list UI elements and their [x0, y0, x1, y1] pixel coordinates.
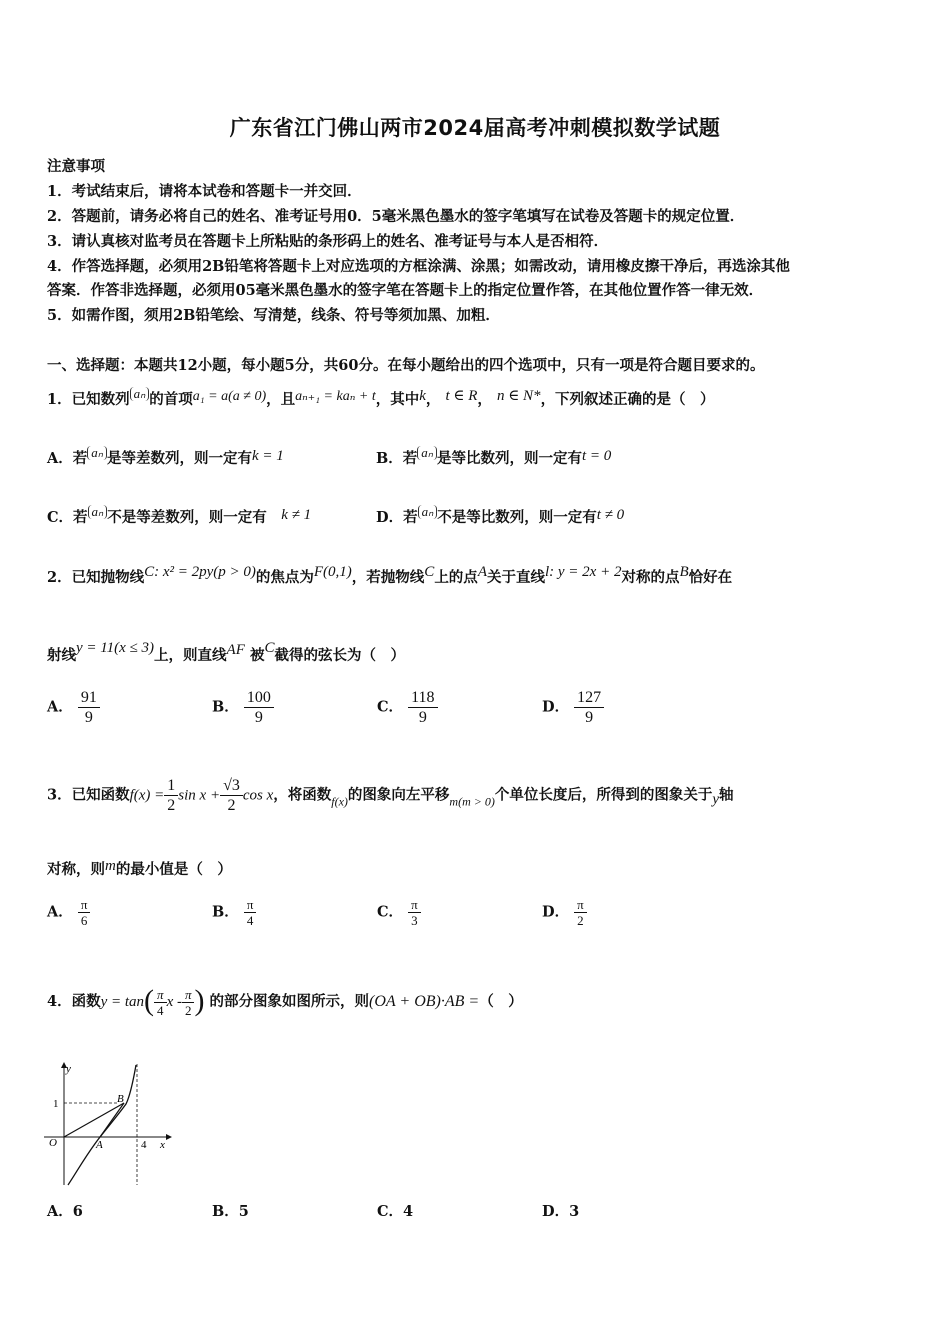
q2-math: l: y = 2x + 2 [544, 564, 622, 580]
q1-seq: aₙ [417, 446, 437, 460]
q4-fraction [154, 987, 167, 1018]
q4-math: x - [166, 994, 182, 1010]
option-math: k ≠ 1 [281, 507, 312, 523]
tan-graph [40, 1060, 180, 1190]
q2-text: 上的点 [434, 569, 478, 586]
option-text: 是等差数列，则一定有 [106, 450, 252, 467]
numerator: 100 [244, 688, 274, 708]
numerator: π [78, 897, 91, 913]
y-label: y [66, 1063, 71, 1075]
q1-seq: aₙ [418, 505, 438, 519]
option-label: A． [47, 698, 73, 716]
segment-ob [64, 1103, 124, 1137]
option-fraction [408, 688, 437, 727]
note-item: 4．作答选择题，必须用2B铅笔将答题卡上对应选项的方框涂满、涂黑；如需改动，请用橡皮擦干净后，再选涂其他 [47, 258, 790, 275]
q3-text: 对称，则 [47, 861, 105, 878]
option-fraction [244, 897, 257, 928]
q4-option-a[interactable]: A．6 [47, 1203, 83, 1220]
q3-text: 的图象向左平移 [347, 786, 450, 804]
denominator: 9 [254, 709, 263, 726]
q4-text: 的部分图象如图所示，则 [209, 993, 370, 1010]
left-paren: ( [144, 984, 155, 1017]
note-item: 答案．作答非选择题，必须用05毫米黑色墨水的签字笔在答题卡上的指定位置作答，在其他位置作答一律无效． [47, 282, 764, 299]
denominator: 2 [227, 797, 236, 814]
question-2-cont [47, 640, 405, 665]
q1-math: a₁ = a(a ≠ 0) [192, 389, 267, 404]
option-fraction [574, 897, 587, 928]
q2-math: y = 11(x ≤ 3) [76, 640, 155, 656]
q2-math: B [679, 564, 689, 580]
numerator: 1 [164, 776, 178, 796]
q2-option-a[interactable] [47, 688, 100, 727]
q2-text: 截得的弦长为（ ） [274, 647, 405, 664]
q2-text: ，若抛物线 [351, 569, 425, 586]
q3-text: 的最小值是（ ） [115, 861, 232, 878]
q2-math: AF [226, 642, 245, 658]
q1-seq: aₙ [87, 446, 107, 460]
q1-text: ，其中 [375, 391, 420, 408]
numerator: π [154, 987, 167, 1003]
q2-text: 的焦点为 [255, 569, 314, 586]
question-3-cont [47, 858, 232, 879]
q3-text: 个单位长度后，所得到的图象关于 [494, 786, 713, 804]
option-math: t = 0 [581, 448, 612, 464]
q1-text: ， [477, 391, 492, 408]
q2-option-b[interactable] [212, 688, 274, 727]
denominator: 4 [157, 1002, 164, 1018]
q2-text: 关于直线 [486, 569, 545, 586]
q1-math: aₙ₊₁ = kaₙ + t [295, 389, 376, 404]
option-text: 是等比数列，则一定有 [436, 450, 582, 467]
denominator: 4 [246, 913, 254, 928]
q3-math: f(x) [331, 794, 348, 809]
page-title: 广东省江门佛山两市2024届高考冲刺模拟数学试题 [229, 116, 721, 140]
point-b-label: B [117, 1093, 124, 1105]
q2-text: 2．已知抛物线 [47, 569, 145, 586]
denominator: 9 [84, 709, 93, 726]
q3-option-c[interactable] [377, 897, 421, 928]
q1-math: k [419, 388, 426, 404]
q4-option-b[interactable]: B．5 [212, 1203, 249, 1220]
notes-heading: 注意事项 [47, 158, 105, 175]
q2-text: 对称的点 [621, 569, 680, 586]
q3-option-d[interactable] [542, 897, 587, 928]
q4-option-d[interactable]: D．3 [542, 1203, 580, 1220]
x-axis-arrow [166, 1134, 172, 1140]
section-heading: 一、选择题：本题共12小题，每小题5分，共60分。在每小题给出的四个选项中，只有一项是符合题目要求的。 [47, 357, 765, 374]
q1-option-a[interactable] [47, 446, 284, 468]
option-fraction [78, 688, 100, 727]
numerator: π [244, 897, 257, 913]
option-label: A．若 [47, 450, 88, 467]
origin-label: O [49, 1137, 57, 1149]
q3-text: 3．已知函数 [47, 786, 130, 804]
denominator: 2 [577, 913, 584, 928]
q3-math: m(m > 0) [449, 794, 495, 809]
q1-text: ， [425, 391, 441, 408]
q2-math: C [264, 640, 275, 656]
q3-math: sin x + [178, 787, 221, 804]
numerator: √3 [220, 776, 243, 796]
q2-text: 被 [249, 647, 265, 664]
q2-math: F(0,1) [313, 564, 352, 580]
q1-option-d[interactable] [376, 505, 624, 527]
q3-option-b[interactable] [212, 897, 256, 928]
q1-seq: aₙ [88, 505, 108, 519]
q3-fraction [220, 776, 243, 815]
q2-text: 上，则直线 [154, 647, 227, 664]
numerator: 127 [574, 688, 604, 708]
right-paren: ) [194, 984, 205, 1017]
point-a-label: A [96, 1139, 103, 1151]
denominator: 6 [80, 913, 88, 928]
option-fraction [244, 688, 274, 727]
segment-ab [100, 1103, 124, 1137]
q3-text: 轴 [719, 786, 734, 804]
numerator: 91 [78, 688, 100, 708]
q4-math: y = tan [100, 994, 145, 1010]
q3-math: f(x) = [129, 787, 165, 804]
q1-text: 1．已知数列 [47, 391, 130, 408]
option-label: B． [212, 903, 239, 921]
option-label: D．若 [376, 509, 418, 526]
option-fraction [78, 897, 91, 928]
x-label: x [160, 1139, 165, 1151]
option-label: C． [377, 903, 404, 921]
note-item: 2．答题前，请务必将自己的姓名、准考证号用0．5毫米黑色墨水的签字笔填写在试卷及答题卡的规定位置． [47, 208, 745, 225]
option-math: t ≠ 0 [596, 507, 625, 523]
q1-seq: aₙ [130, 387, 150, 401]
q3-math: y [712, 791, 720, 808]
question-2 [47, 564, 732, 587]
numerator: π [574, 897, 587, 913]
question-3 [47, 776, 734, 815]
q4-text: 4．函数 [47, 993, 101, 1010]
option-label: C．若 [47, 509, 88, 526]
q3-text: ，将函数 [273, 786, 332, 804]
q1-option-b[interactable] [376, 446, 611, 468]
q4-option-c[interactable]: C．4 [377, 1203, 414, 1220]
note-item: 5．如需作图，须用2B铅笔绘、写清楚，线条、符号等须加黑、加粗． [47, 307, 500, 324]
q2-math: C: x² = 2py(p > 0) [144, 564, 256, 580]
option-text: 不是等差数列，则一定有 [107, 509, 267, 526]
q4-math: (OA + OB)·AB = [369, 993, 480, 1010]
numerator: 118 [408, 688, 437, 708]
option-label: C． [377, 698, 404, 716]
q3-option-a[interactable] [47, 897, 90, 928]
denominator: 9 [585, 709, 594, 726]
question-4 [47, 984, 523, 1018]
note-item: 3．请认真核对监考员在答题卡上所粘贴的条形码上的姓名、准考证号与本人是否相符． [47, 233, 609, 250]
q2-text: 恰好在 [688, 569, 733, 586]
q3-math: cos x [242, 787, 274, 804]
denominator: 3 [411, 913, 418, 928]
option-label: B．若 [376, 450, 418, 467]
q2-option-d[interactable] [542, 688, 604, 727]
tick-one: 1 [53, 1098, 59, 1110]
option-label: B． [212, 698, 239, 716]
tan-curve [68, 1065, 136, 1185]
option-fraction [574, 688, 604, 727]
option-label: D． [542, 903, 570, 921]
denominator: 2 [184, 1002, 192, 1018]
q4-text: （ ） [479, 993, 523, 1010]
tick-four: 4 [141, 1139, 147, 1151]
numerator: π [182, 987, 195, 1003]
q2-text: 射线 [47, 647, 76, 664]
q1-text: 的首项 [149, 391, 193, 408]
numerator: π [408, 897, 421, 913]
q2-math: A [477, 564, 487, 580]
q1-math: t ∈ R [445, 388, 478, 404]
option-fraction [408, 897, 421, 928]
question-1 [47, 386, 715, 409]
q3-fraction [164, 776, 178, 815]
q2-option-c[interactable] [377, 688, 438, 727]
denominator: 2 [167, 797, 176, 814]
denominator: 9 [418, 709, 427, 726]
option-label: A． [47, 903, 73, 921]
q3-math: m [105, 858, 116, 874]
q2-math: C [424, 564, 435, 580]
option-text: 不是等比数列，则一定有 [437, 509, 597, 526]
q1-text: ，且 [266, 391, 296, 408]
q1-math: n ∈ N* [496, 388, 541, 404]
option-label: D． [542, 698, 570, 716]
option-math: k = 1 [251, 448, 284, 464]
note-item: 1．考试结束后，请将本试卷和答题卡一并交回． [47, 183, 362, 200]
q4-fraction [182, 987, 195, 1018]
q1-text: ，下列叙述正确的是（ ） [540, 391, 715, 408]
q1-option-c[interactable] [47, 505, 311, 527]
